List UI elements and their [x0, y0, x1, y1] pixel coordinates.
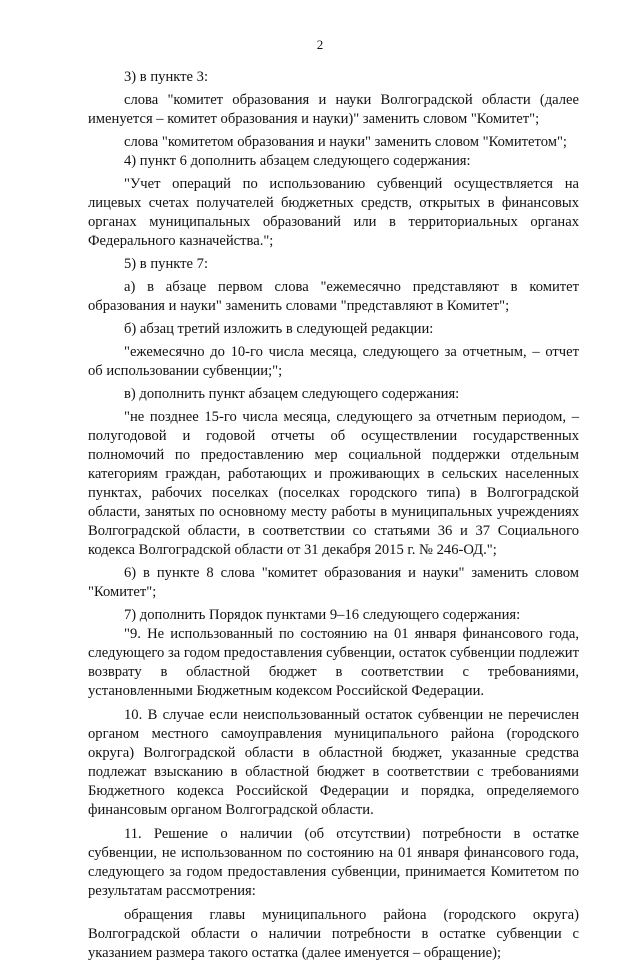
page-number: 2: [316, 37, 324, 52]
clause-11: 11. Решение о наличии (об отсутствии) потребности в остатке субвенции, не использованном по состоянию на 01 января финансового года, следующего за годом предоставления субвенции, принимается Комитетом по результатам рассмотрения:: [88, 826, 579, 899]
clause-9: "9. Не использованный по состоянию на 01 января финансового года, следующего за годом предоставления субвенции, остаток субвенции подлежит возврату в областной бюджет в соответствии с требованиями, установленными Бюджетным кодексом Российской Федерации.: [88, 626, 579, 699]
list-item-5a: а) в абзаце первом слова "ежемесячно представляют в комитет образования и науки" заменить словами "представляют в Комитет";: [88, 279, 579, 314]
list-item-7-heading: 7) дополнить Порядок пунктами 9–16 следующего содержания:: [124, 607, 521, 623]
clause-11-item: обращения главы муниципального района (городского округа) Волгоградской области о наличии потребности в остатке субвенции с указанием размера такого остатка (далее именуется – обращение);: [88, 907, 579, 961]
list-item-5-heading: 5) в пункте 7:: [124, 256, 209, 272]
list-item-4-heading: 4) пункт 6 дополнить абзацем следующего содержания:: [124, 153, 471, 169]
list-item-5c: в) дополнить пункт абзацем следующего содержания:: [124, 386, 460, 402]
list-item-5c-text: "не позднее 15-го числа месяца, следующего за отчетным периодом, – полугодовой и годовой отчеты об осуществлении государственных полномочий по предоставлению мер социальной поддержки отдельным категориям граждан, работающих и проживающих в сельских населенных пунктах, рабочих поселках (поселках городского типа) в Волгоградской области, занятых по основному месту работы в муниципальных учреждениях Волгоградской области, в соответствии со статьями 36 и 37 Социального кодекса Волгоградской области от 31 декабря 2015 г. № 246-ОД.";: [88, 409, 579, 558]
list-item-6: 6) в пункте 8 слова "комитет образования и науки" заменить словом "Комитет";: [88, 565, 579, 600]
clause-10: 10. В случае если неиспользованный остаток субвенции не перечислен органом местного самоуправления муниципального района (городского округа) Волгоградской области в областной бюджет, указанные средства подлежат взысканию в областной бюджет в соответствии с требованиями Бюджетного кодекса Российской Федерации и порядка, определяемого финансовым органом Волгоградской области.: [88, 707, 579, 818]
list-item-4-text: "Учет операций по использованию субвенций осуществляется на лицевых счетах получателей бюджетных средств, открытых в финансовых органах муниципальных образований или в территориальных органах Федерального казначейства.";: [88, 176, 579, 249]
list-item-3-heading: 3) в пункте 3:: [124, 69, 209, 85]
list-item-3-replace-2: слова "комитетом образования и науки" заменить словом "Комитетом";: [124, 134, 567, 150]
document-body: [88, 68, 579, 963]
list-item-5b-text: "ежемесячно до 10-го числа месяца, следующего за отчетным, – отчет об использовании субвенции;";: [88, 344, 579, 379]
list-item-5b: б) абзац третий изложить в следующей редакции:: [124, 321, 434, 337]
list-item-3-replace-1: слова "комитет образования и науки Волгоградской области (далее именуется – комитет образования и науки)" заменить словом "Комитет";: [88, 92, 579, 127]
